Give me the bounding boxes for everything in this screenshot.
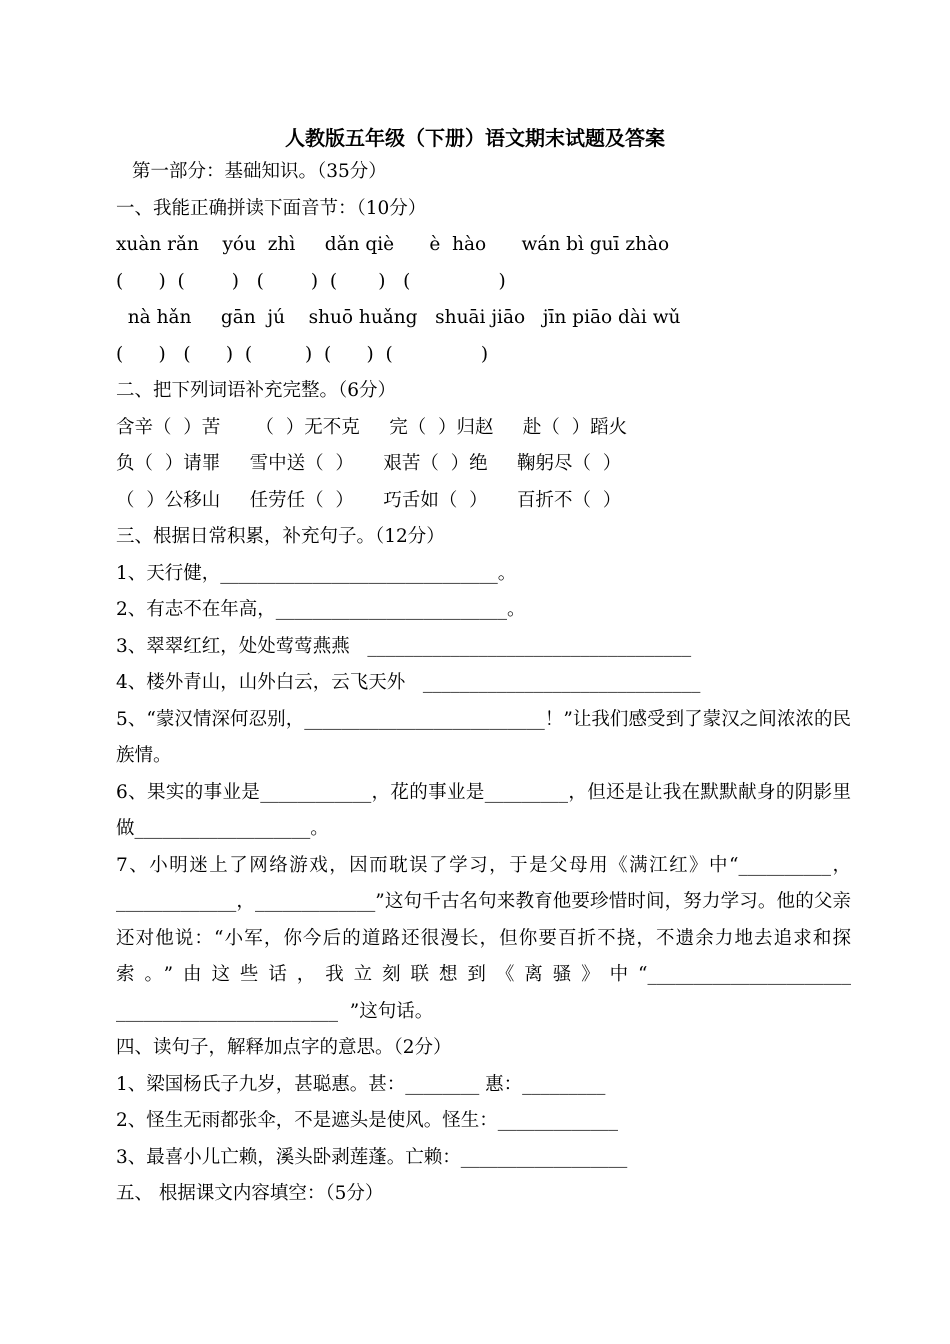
sentence-item-1: 1、天行健，______________________________。 bbox=[116, 562, 517, 584]
sentence-item-7: 7、小明迷上了网络游戏，因而耽误了学习，于是父母用《满江红》中“__________，_____________，_____________”这句千古名句来教育他要珍惜时间，努力学习。他的父亲还对他说：“小军，你今后的道路还很漫长，但你要百折不挠，不遗余力地去追求和探索。”由这些话，我立刻联想到《离骚》中“______________________ ________________________ ”这句话。 bbox=[116, 854, 857, 1022]
explain-item-1: 1、梁国杨氏子九岁，甚聪惠。甚：________ 惠：_________ bbox=[116, 1073, 606, 1095]
question-4-heading: 四、读句子，解释加点字的意思。（2分） bbox=[116, 1037, 452, 1058]
page-title: 人教版五年级（下册）语文期末试题及答案 bbox=[285, 126, 665, 150]
sentence-item-2: 2、有志不在年高，_________________________。 bbox=[116, 599, 526, 620]
sentence-item-3: 3、翠翠红红，处处莺莺燕燕 ___________________________________ bbox=[116, 635, 692, 657]
question-5-heading: 五、 根据课文内容填空：（5分） bbox=[116, 1183, 384, 1204]
sentence-item-6: 6、果实的事业是____________，花的事业是_________，但还是让我在默默献身的阴影里做___________________。 bbox=[116, 781, 851, 839]
pinyin-row-2: nà hǎn gān jú shuō huǎng shuāi jiāo jīn piāo dài wǔ bbox=[116, 307, 681, 328]
part-one-heading: 第一部分：基础知识。（35分） bbox=[132, 161, 387, 182]
question-2-heading: 二、把下列词语补充完整。（6分） bbox=[116, 380, 397, 401]
question-1-heading: 一、我能正确拼读下面音节：（10分） bbox=[116, 197, 427, 219]
idiom-row-3: （ ）公移山 任劳任（ ） 巧舌如（ ） 百折不（ ） bbox=[116, 489, 622, 511]
answer-brackets-row-1: ( ) ( ) ( ) ( ) ( ) bbox=[116, 270, 506, 292]
explain-item-2: 2、怪生无雨都张伞，不是遮头是使风。怪生：_____________ bbox=[116, 1110, 619, 1131]
sentence-item-4: 4、楼外青山，山外白云，云飞天外 ______________________________ bbox=[116, 672, 701, 693]
question-3-heading: 三、根据日常积累，补充句子。（12分） bbox=[116, 526, 445, 547]
answer-brackets-row-2: ( ) ( ) ( ) ( ) ( ) bbox=[116, 343, 489, 365]
sentence-item-5: 5、“蒙汉情深何忍别，__________________________！”让我们感受到了蒙汉之间浓浓的民族情。 bbox=[116, 708, 851, 766]
explain-item-3: 3、最喜小儿亡赖，溪头卧剥莲蓬。亡赖：__________________ bbox=[116, 1146, 628, 1168]
idiom-row-1: 含辛（ ）苦 （ ）无不克 完（ ）归赵 赴（ ）蹈火 bbox=[116, 416, 628, 438]
exam-content bbox=[116, 154, 857, 1213]
idiom-row-2: 负（ ）请罪 雪中送（ ） 艰苦（ ）绝 鞠躬尽（ ） bbox=[116, 453, 622, 474]
pinyin-row-1: xuàn rǎn yóu zhì dǎn qiè è hào wán bì guī zhào bbox=[116, 234, 670, 255]
